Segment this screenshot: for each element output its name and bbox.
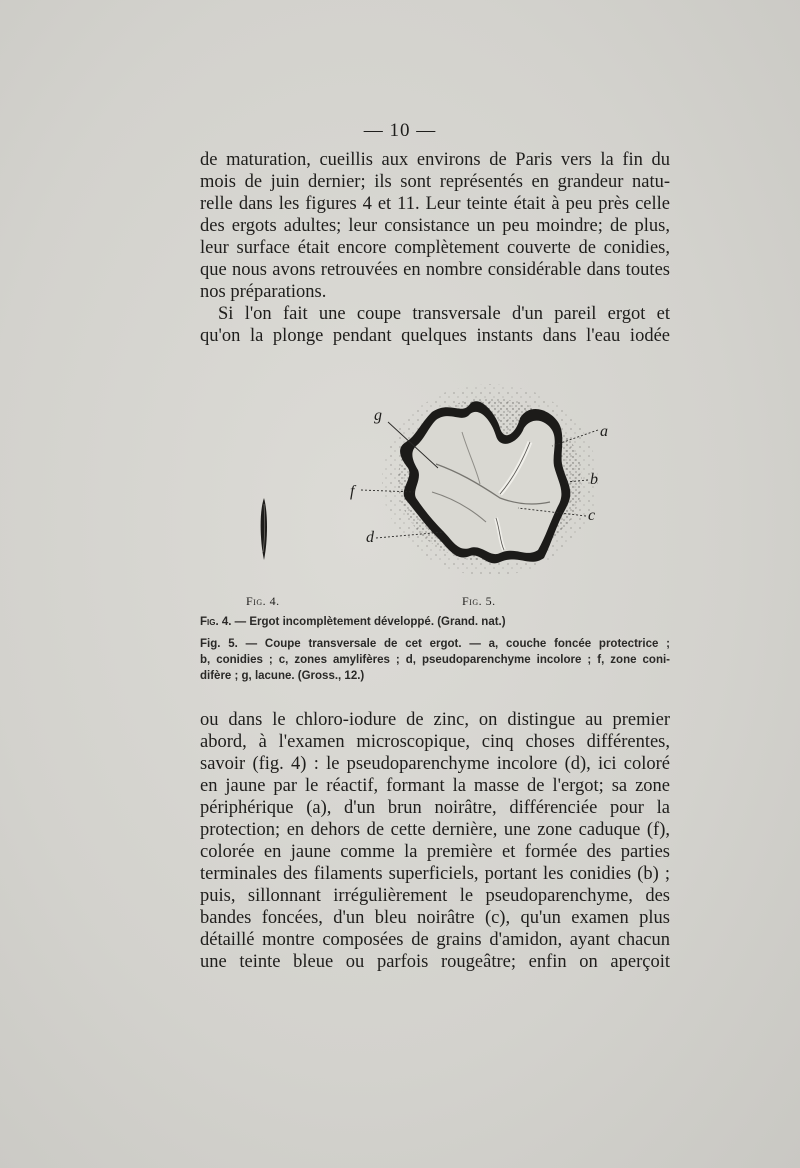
label-a: a [600, 423, 608, 440]
text-line: mois de juin dernier; ils sont représentés en grandeur natu- [200, 172, 670, 192]
fig5-label: Fig. 5. [462, 594, 496, 608]
fig4-label: Fig. 4. [246, 594, 280, 608]
text-line: nos préparations. [200, 282, 327, 302]
text-line: ou dans le chloro-iodure de zinc, on distingue au premier [200, 710, 670, 730]
text-line: en jaune par le réactif, formant la masse de l'ergot; sa zone [200, 776, 670, 796]
text-line: des ergots adultes; leur consistance un peu moindre; de plus, [200, 216, 670, 236]
paragraph-1 [200, 149, 670, 303]
text-line: leur surface était encore complètement couverte de conidies, [200, 238, 670, 258]
text-line: colorée en jaune comme la première et formée des parties [200, 842, 670, 862]
paragraph-2 [200, 303, 670, 347]
text-line: protection; en dehors de cette dernière, une zone caduque (f), [200, 820, 670, 840]
fig4-ergot-drawing [261, 498, 267, 560]
text-line: relle dans les figures 4 et 11. Leur teinte était à peu près celle [200, 194, 670, 214]
text-line: puis, sillonnant irrégulièrement le pseudoparenchyme, des [200, 886, 670, 906]
text-line: savoir (fig. 4) : le pseudoparenchyme incolore (d), ici coloré [200, 754, 670, 774]
text-line: Si l'on fait une coupe transversale d'un pareil ergot et [218, 304, 670, 324]
fig5-cross-section-drawing [361, 384, 598, 576]
label-g: g [374, 407, 382, 424]
caption-fig4 [200, 614, 670, 630]
text-line: abord, à l'examen microscopique, cinq choses différentes, [200, 732, 670, 752]
ergot-figure [200, 372, 670, 602]
label-b: b [590, 471, 598, 488]
paragraph-3 [200, 709, 670, 973]
label-c: c [588, 507, 596, 524]
caption-line [200, 614, 670, 630]
text-line: périphérique (a), d'un brun noirâtre, différenciée pour la [200, 798, 670, 818]
page-number: — 10 — [363, 120, 437, 141]
text-line: terminales des filaments superficiels, portant les conidies (b) ; [200, 864, 670, 884]
text-line: que nous avons retrouvées en nombre considérable dans toutes [200, 260, 670, 280]
caption-text: — Ergot incomplètement développé. (Grand. nat.) [231, 616, 506, 628]
text-line: bandes foncées, d'un bleu noirâtre (c), qu'un examen plus [200, 908, 670, 928]
caption-line: b, conidies ; c, zones amylifères ; d, pseudoparenchyme incolore ; f, zone coni- [200, 654, 670, 666]
text-line: détaillé montre composées de grains d'amidon, ayant chacun [200, 930, 670, 950]
text-line: de maturation, cueillis aux environs de Paris vers la fin du [200, 150, 670, 170]
caption-line: difère ; g, lacune. (Gross., 12.) [200, 670, 365, 682]
caption-fig5 [200, 636, 670, 684]
label-f: f [350, 483, 355, 500]
text-line: qu'on la plonge pendant quelques instants dans l'eau iodée [200, 326, 670, 346]
caption-line: Fig. 5. — Coupe transversale de cet ergot. — a, couche foncée protectrice ; [200, 638, 670, 650]
text-line: une teinte bleue ou parfois rougeâtre; enfin on aperçoit [200, 952, 670, 972]
caption-head: Fig. 4. [200, 616, 232, 628]
label-d: d [366, 529, 374, 546]
